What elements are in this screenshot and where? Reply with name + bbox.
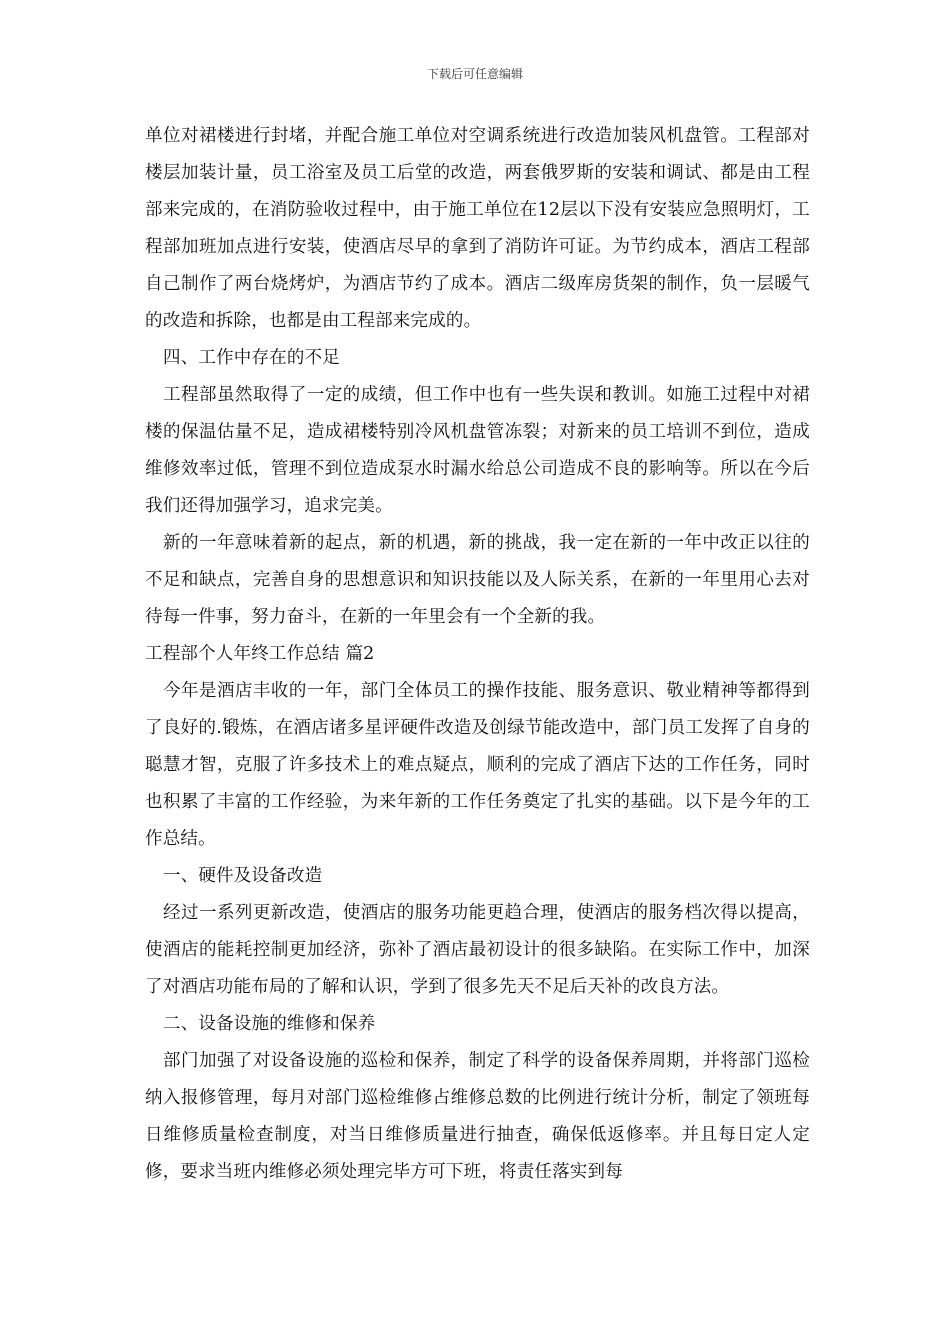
paragraph-intro: 今年是酒店丰收的一年，部门全体员工的操作技能、服务意识、敬业精神等都得到了良好的.锻炼，在酒店诸多星评硬件改造及创绿节能改造中，部门员工发挥了自身的聪慧才智，克服了许多技术上的难点疑点，顺利的完成了酒店下达的工作任务，同时也积累了丰富的工作经验，为来年新的工作任务奠定了扎实的基础。以下是今年的工作总结。 <box>145 681 810 849</box>
section-heading-maintenance: 二、设备设施的维修和保养 <box>163 1014 376 1034</box>
paragraph-hardware: 经过一系列更新改造，使酒店的服务功能更趋合理，使酒店的服务档次得以提高，使酒店的能耗控制更加经济，弥补了酒店最初设计的很多缺陷。在实际工作中，加深了对酒店功能布局的了解和认识，学到了很多先天不足后天补的改良方法。 <box>145 903 810 997</box>
paragraph-shortcomings: 工程部虽然取得了一定的成绩，但工作中也有一些失误和教训。如施工过程中对裙楼的保温估量不足，造成裙楼特别冷风机盘管冻裂；对新来的员工培训不到位，造成维修效率过低，管理不到位造成泵水时漏水给总公司造成不良的影响等。所以在今后我们还得加强学习，追求完美。 <box>145 385 810 516</box>
document-body <box>145 118 810 1191</box>
section-heading-shortcomings: 四、工作中存在的不足 <box>163 348 340 368</box>
paragraph-maintenance: 部门加强了对设备设施的巡检和保养，制定了科学的设备保养周期，并将部门巡检纳入报修管理，每月对部门巡检维修占维修总数的比例进行统计分析，制定了领班每日维修质量检查制度，对当日维修质量进行抽查，确保低返修率。并且每日定人定修，要求当班内维修必须处理完毕方可下班，将责任落实到每 <box>145 1051 810 1182</box>
document-title-part-2: 工程部个人年终工作总结 篇2 <box>145 644 375 664</box>
paragraph-new-year: 新的一年意味着新的起点，新的机遇，新的挑战，我一定在新的一年中改正以往的不足和缺点，完善自身的思想意识和知识技能以及人际关系，在新的一年里用心去对待每一件事，努力奋斗，在新的一年里会有一个全新的我。 <box>145 533 810 627</box>
page-header-note: 下载后可任意编辑 <box>426 67 523 81</box>
paragraph-continuation: 单位对裙楼进行封堵，并配合施工单位对空调系统进行改造加装风机盘管。工程部对楼层加装计量，员工浴室及员工后堂的改造，两套俄罗斯的安装和调试、都是由工程部来完成的，在消防验收过程中，由于施工单位在12层以下没有安装应急照明灯，工程部加班加点进行安装，使酒店尽早的拿到了消防许可证。为节约成本，酒店工程部自己制作了两台烧烤炉，为酒店节约了成本。酒店二级库房货架的制作，负一层暖气的改造和拆除，也都是由工程部来完成的。 <box>145 126 810 331</box>
section-heading-hardware: 一、硬件及设备改造 <box>163 866 323 886</box>
